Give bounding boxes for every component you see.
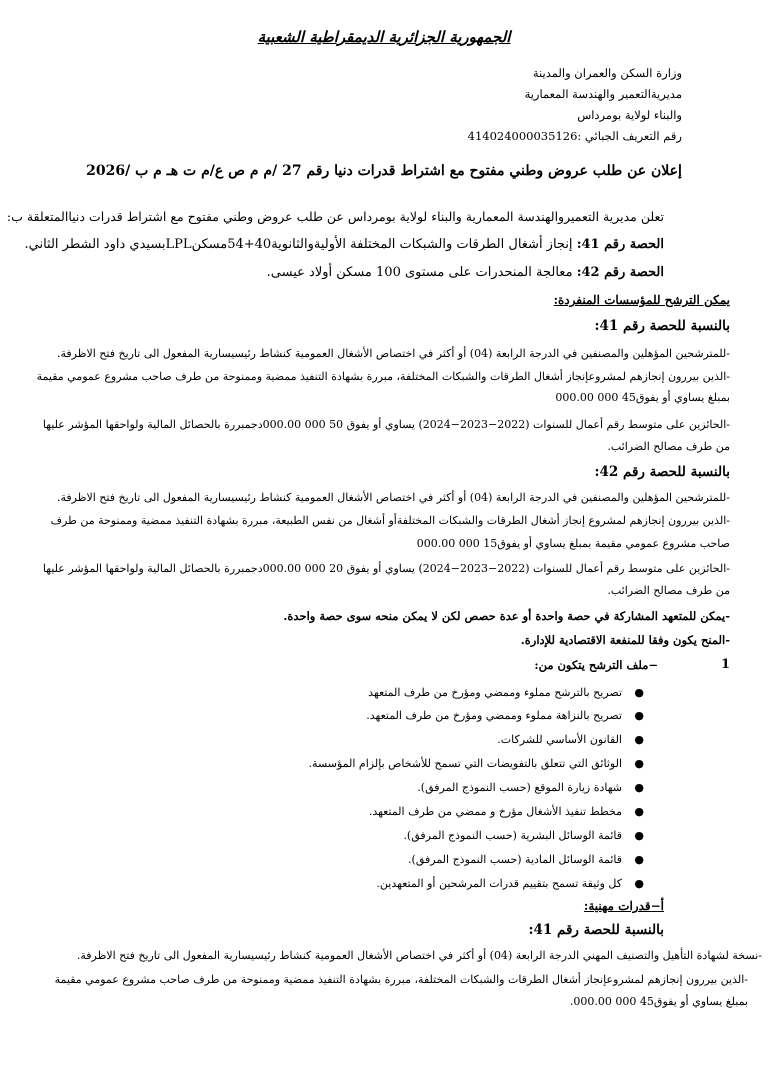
lot-42-line: -الذين بيررون إنجازهم لمشروع إنجاز أشغال الطرقات والشبكات المختلفةأو أشغال من نفس الطبيعة، مبررة بشهادة التنفيذ ممضية وممنوحة من طرف: [50, 514, 730, 527]
file-list-item: ● شهادة زيارة الموقع (حسب النموذج المرفق).: [417, 781, 644, 794]
file-list-item: ● مخطط تنفيذ الأشغال مؤرخ و ممضي من طرف المتعهد.: [368, 805, 644, 818]
file-list-item: ● قائمة الوسائل البشرية (حسب النموذج المرفق).: [403, 829, 644, 842]
bullet-icon: ●: [634, 853, 644, 866]
lot-42-section-title: بالنسبة للحصة رقم 42:: [594, 464, 730, 480]
ministry-line: وزارة السكن والعمران والمدينة: [532, 66, 682, 80]
lot-41-line: بمبلغ يساوي أو يفوق45 000 000.00: [555, 391, 730, 404]
file-list-item: ● تصريح بالنزاهة مملوء وممضي ومؤرخ من طرف المتعهد.: [366, 709, 644, 722]
announcement-title: إعلان عن طلب عروض وطني مفتوح مع اشتراط قدرات دنيا رقم 27 /م م ص ع/م ت هـ م ب /2026: [86, 163, 682, 179]
lot-42-line: -الحائزين على متوسط رقم أعمال للسنوات (2022−2023−2024) يساوي أو يفوق 20 000 000.00دجمبررة بالحصائل المالية ولواحقها المؤشر عليها: [42, 562, 730, 575]
bullet-icon: ●: [634, 781, 644, 794]
lot-41-label: الحصة رقم 41:: [576, 237, 664, 252]
bullet-icon: ●: [634, 829, 644, 842]
eligibility-heading: يمكن الترشح للمؤسسات المنفردة:: [553, 293, 730, 307]
file-section-number: 1: [720, 657, 730, 672]
bullet-icon: ●: [634, 686, 644, 699]
lot-42-heading: [267, 265, 664, 280]
file-list-item: ● كل وثيقة تسمح بتقييم قدرات المرشحين أو المتعهدين.: [376, 877, 644, 890]
capacities-heading: أ−قدرات مهنية:: [583, 899, 664, 913]
tax-id-line: رقم التعريف الجبائي :414024000035126: [467, 129, 682, 143]
capacities-line: -نسخة لشهادة التأهيل والتصنيف المهني الدرجة الرابعة (04) أو أكثر في اختصاص الأشغال العمومية كنشاط رئيسيسارية المفعول الى تاريخ فتح الاظرفة.: [76, 949, 762, 962]
lot-41-heading: [24, 237, 664, 252]
lot-42-line: -للمترشحين المؤهلين والمصنفين في الدرجة الرابعة (04) أو أكثر في اختصاص الأشغال العمومية كنشاط رئيسيسارية المفعول الى تاريخ فتح الاظرفة.: [56, 491, 730, 504]
lot-41-line: -للمترشحين المؤهلين والمصنفين في الدرجة الرابعة (04) أو أكثر في اختصاص الأشغال العمومية كنشاط رئيسيسارية المفعول الى تاريخ فتح الاظرفة.: [56, 347, 730, 360]
bullet-icon: ●: [634, 757, 644, 770]
wilaya-line: والبناء لولاية بومرداس: [577, 108, 682, 122]
capacities-line: بمبلغ يساوي أو يفوق45 000 000.00.: [569, 995, 748, 1008]
lot-41-text: إنجاز أشغال الطرقات والشبكات المختلفة الأوليةوالثانوية40+54مسكنLPLبسيدي داود الشطر الثاني.: [24, 237, 573, 252]
bullet-icon: ●: [634, 709, 644, 722]
file-list-item: ● قائمة الوسائل المادية (حسب النموذج المرفق).: [408, 853, 644, 866]
lot-41-section-title: بالنسبة للحصة رقم 41:: [594, 318, 730, 334]
bullet-icon: ●: [634, 805, 644, 818]
republic-title: الجمهورية الجزائرية الديمقراطية الشعبية: [257, 28, 511, 46]
lot-41-line: -الذين بيررون إنجازهم لمشروعإنجاز أشغال الطرقات والشبكات المختلفة، مبررة بشهادة التنفيذ ممضية وممنوحة من طرف صاحب مشروع عمومي مقيمة: [36, 370, 730, 383]
lot-42-line: صاحب مشروع عمومي مقيمة بمبلغ يساوي أو يفوق15 000 000.00: [416, 537, 730, 550]
lot-41-line: -الحائزين على متوسط رقم أعمال للسنوات (2022−2023−2024) يساوي أو يفوق 50 000 000.00دجمبررة بالحصائل المالية ولواحقها المؤشر عليها: [42, 418, 730, 431]
intro-text: تعلن مديرية التعميروالهندسة المعمارية والبناء لولاية بومرداس عن طلب عروض وطني مفتوح مع اشتراط قدرات دنياالمتعلقة ب:: [6, 209, 664, 224]
lot-42-line: من طرف مصالح الضرائب.: [607, 584, 730, 597]
lot-42-label: الحصة رقم 42:: [576, 265, 664, 280]
note-line: -المنح يكون وفقا للمنفعة الاقتصادية للإدارة.: [520, 633, 730, 647]
note-line: -يمكن للمتعهد المشاركة في حصة واحدة أو عدة حصص لكن لا يمكن منحه سوى حصة واحدة.: [283, 609, 730, 623]
capacities-lot-41-title: بالنسبة للحصة رقم 41:: [528, 922, 664, 938]
file-list-item: ● الوثائق التي تتعلق بالتفويضات التي تسمح للأشخاص بإلزام المؤسسة.: [308, 757, 644, 770]
directorate-line: مديريةالتعمير والهندسة المعمارية: [524, 87, 682, 101]
file-list-item: ● تصريح بالترشح مملوء وممضي ومؤرخ من طرف المتعهد: [368, 686, 644, 699]
file-section-title: −ملف الترشح يتكون من:: [534, 658, 658, 672]
lot-41-line: من طرف مصالح الضرائب.: [607, 440, 730, 453]
file-list-item: ● القانون الأساسي للشركات.: [497, 733, 644, 746]
lot-42-text: معالجة المنحدرات على مستوى 100 مسكن أولاد عيسى.: [266, 265, 573, 280]
capacities-line: -الذين بيررون إنجازهم لمشروعإنجاز أشغال الطرقات والشبكات المختلفة، مبررة بشهادة التنفيذ ممضية وممنوحة من طرف صاحب مشروع عمومي مقيمة: [54, 973, 748, 986]
bullet-icon: ●: [634, 733, 644, 746]
bullet-icon: ●: [634, 877, 644, 890]
